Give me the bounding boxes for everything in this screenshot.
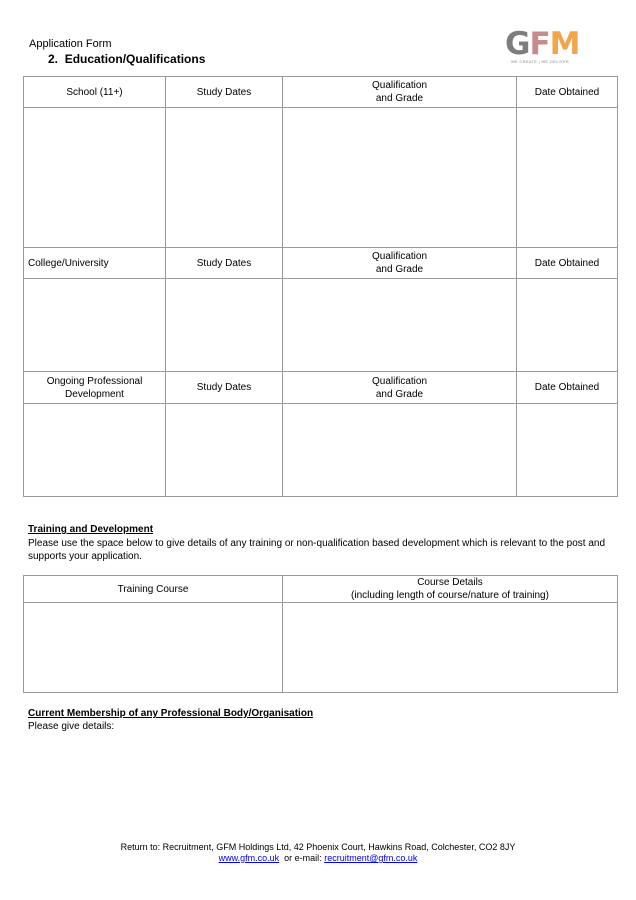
study-dates-header: Study Dates (166, 248, 283, 279)
section-title-text: Education/Qualifications (64, 52, 206, 66)
qualification-entry-cell[interactable] (283, 108, 517, 248)
school-entry-cell[interactable] (24, 108, 166, 248)
website-link[interactable]: www.gfm.co.uk (218, 853, 280, 863)
section-title (48, 52, 205, 66)
qualification-entry-cell[interactable] (283, 279, 517, 372)
membership-details-area[interactable] (28, 736, 608, 826)
email-link[interactable]: recruitment@gfm.co.uk (324, 853, 418, 863)
qualification-entry-cell[interactable] (283, 404, 517, 497)
footer-contact (0, 853, 636, 864)
logo-tagline: WE CREATE | WE DELIVER (510, 59, 570, 64)
date-obtained-entry-cell[interactable] (517, 279, 618, 372)
school-header-row (24, 77, 618, 108)
college-entry-cell[interactable] (24, 279, 166, 372)
college-entry-row (24, 279, 618, 372)
date-obtained-entry-cell[interactable] (517, 404, 618, 497)
study-dates-entry-cell[interactable] (166, 108, 283, 248)
training-course-entry-cell[interactable] (24, 603, 283, 693)
training-header-row (24, 576, 618, 603)
form-title: Application Form (29, 38, 112, 50)
course-details-entry-cell[interactable] (283, 603, 618, 693)
study-dates-header: Study Dates (166, 77, 283, 108)
section-number: 2. (48, 52, 59, 66)
logo-letter-g: G (505, 26, 530, 62)
cpd-header-row (24, 372, 618, 404)
qualification-grade-header: Qualification and Grade (283, 372, 517, 404)
study-dates-entry-cell[interactable] (166, 279, 283, 372)
qualification-grade-header: Qualification and Grade (283, 77, 517, 108)
date-obtained-header: Date Obtained (517, 77, 618, 108)
study-dates-header: Study Dates (166, 372, 283, 404)
email-label: or e-mail: (284, 853, 322, 863)
course-details-header: Course Details (including length of course/nature of training) (283, 576, 618, 603)
logo-letter-m: M (549, 26, 580, 62)
qualification-grade-header: Qualification and Grade (283, 248, 517, 279)
footer-address: Return to: Recruitment, GFM Holdings Ltd, 42 Phoenix Court, Hawkins Road, Colchester, CO2 8JY (120, 842, 516, 852)
college-header-row (24, 248, 618, 279)
education-table (23, 76, 618, 497)
date-obtained-header: Date Obtained (517, 248, 618, 279)
study-dates-entry-cell[interactable] (166, 404, 283, 497)
training-heading: Training and Development (28, 524, 154, 535)
logo-letter-f: F (529, 26, 550, 62)
training-instructions: Please use the space below to give details of any training or non-qualification based development which is relevant to the post and supports your application. (28, 538, 606, 562)
date-obtained-header: Date Obtained (517, 372, 618, 404)
cpd-entry-row (24, 404, 618, 497)
training-entry-row (24, 603, 618, 693)
footer (0, 842, 636, 864)
cpd-entry-cell[interactable] (24, 404, 166, 497)
college-col-header: College/University (24, 248, 166, 279)
training-table (23, 575, 618, 693)
cpd-col-header: Ongoing Professional Development (24, 372, 166, 404)
gfm-logo (505, 26, 580, 68)
membership-prompt: Please give details: (28, 721, 115, 732)
training-course-header: Training Course (24, 576, 283, 603)
school-col-header: School (11+) (24, 77, 166, 108)
membership-heading: Current Membership of any Professional Body/Organisation (28, 708, 314, 719)
school-entry-row (24, 108, 618, 248)
date-obtained-entry-cell[interactable] (517, 108, 618, 248)
